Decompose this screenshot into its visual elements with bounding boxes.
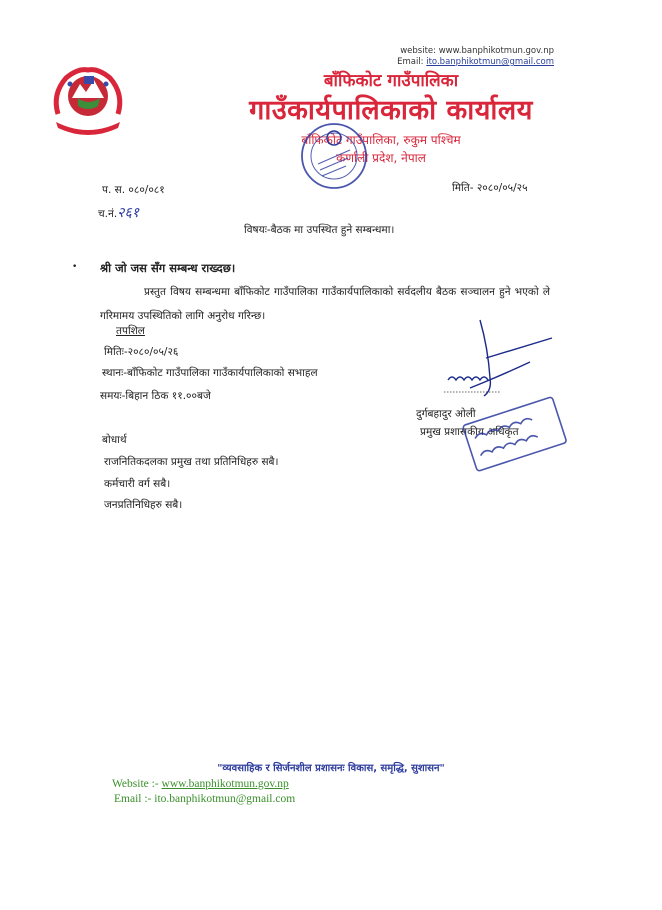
footer-website-line [112,778,289,790]
office-stamp-icon [298,120,370,192]
dispatch-number [98,203,139,222]
reference-number: प. स. ०८०/०८१ [102,184,165,196]
footer-website[interactable]: www.banphikotmun.gov.np [161,778,289,790]
header-email-line [397,57,554,68]
dispatch-value: २६१ [117,205,140,221]
dispatch-label: च.नं. [98,208,118,220]
letter-body: प्रस्तुत विषय सम्बन्धमा बाँफिकोट गाउँपालिका गाउँकार्यपालिकाको सर्वदलीय बैठक सञ्चालन हुने भएको ले गरिमामय उपस्थितिको लागि अनुरोध गरिन्छ। [100,286,550,322]
header-website-line [397,46,554,57]
signatory-name: दुर्गबहादुर ओली [416,408,476,420]
letter-subject: विषयः-बैठक मा उपस्थित हुने सम्बन्धमा। [244,224,395,236]
header-email-label: Email: [397,57,424,67]
details-title: तपशिल [116,325,145,337]
footer-email-line [114,793,295,805]
cc-item-parties: राजनितिकदलका प्रमुख तथा प्रतिनिधिहरु सबै। [104,456,279,468]
header-website-label: website: [400,46,437,56]
detail-date: मितिः-२०८०/०५/२६ [104,346,179,358]
footer-email[interactable]: ito.banphikotmun@gmail.com [154,793,296,805]
header-website[interactable]: www.banphikotmun.gov.np [438,46,554,56]
letter-addressee: श्री जो जस सँग सम्बन्ध राख्दछ। [100,261,236,275]
office-province: कर्णाली प्रदेश, नेपाल [336,151,426,165]
office-title: गाउँकार्यपालिकाको कार्यालय [249,95,533,126]
cc-item-staff: कर्मचारी वर्ग सबै। [104,478,171,490]
signatory-title: प्रमुख प्रशासकीय अधिकृत [420,426,519,438]
footer-email-label: Email :- [114,793,152,805]
detail-venue: स्थानः-बाँफिकोट गाउँपालिका गाउँकार्यपालिकाको सभाहल [102,367,318,379]
bullet-mark: • [72,262,78,272]
office-address: बाँफिकोट गाउँपालिका, रुकुम पश्चिम [301,133,461,147]
footer-slogan: "व्यवसाहिक र सिर्जनशील प्रशासनः विकास, समृद्धि, सुशासन" [217,763,445,774]
header-contact [397,46,554,68]
cc-title: बोधार्थ [102,434,127,446]
detail-time: समयः-बिहान ठिक ११.००बजे [100,390,211,402]
municipality-name: बाँफिकोट गाउँपालिका [323,71,459,91]
header-email[interactable]: ito.banphikotmun@gmail.com [426,57,554,67]
footer-website-label: Website :- [112,778,159,790]
letter-date: मिति- २०८०/०५/२५ [452,182,528,194]
cc-item-representatives: जनप्रतिनिधिहरु सबै। [104,499,183,511]
signatory-stamp-icon [460,390,570,480]
